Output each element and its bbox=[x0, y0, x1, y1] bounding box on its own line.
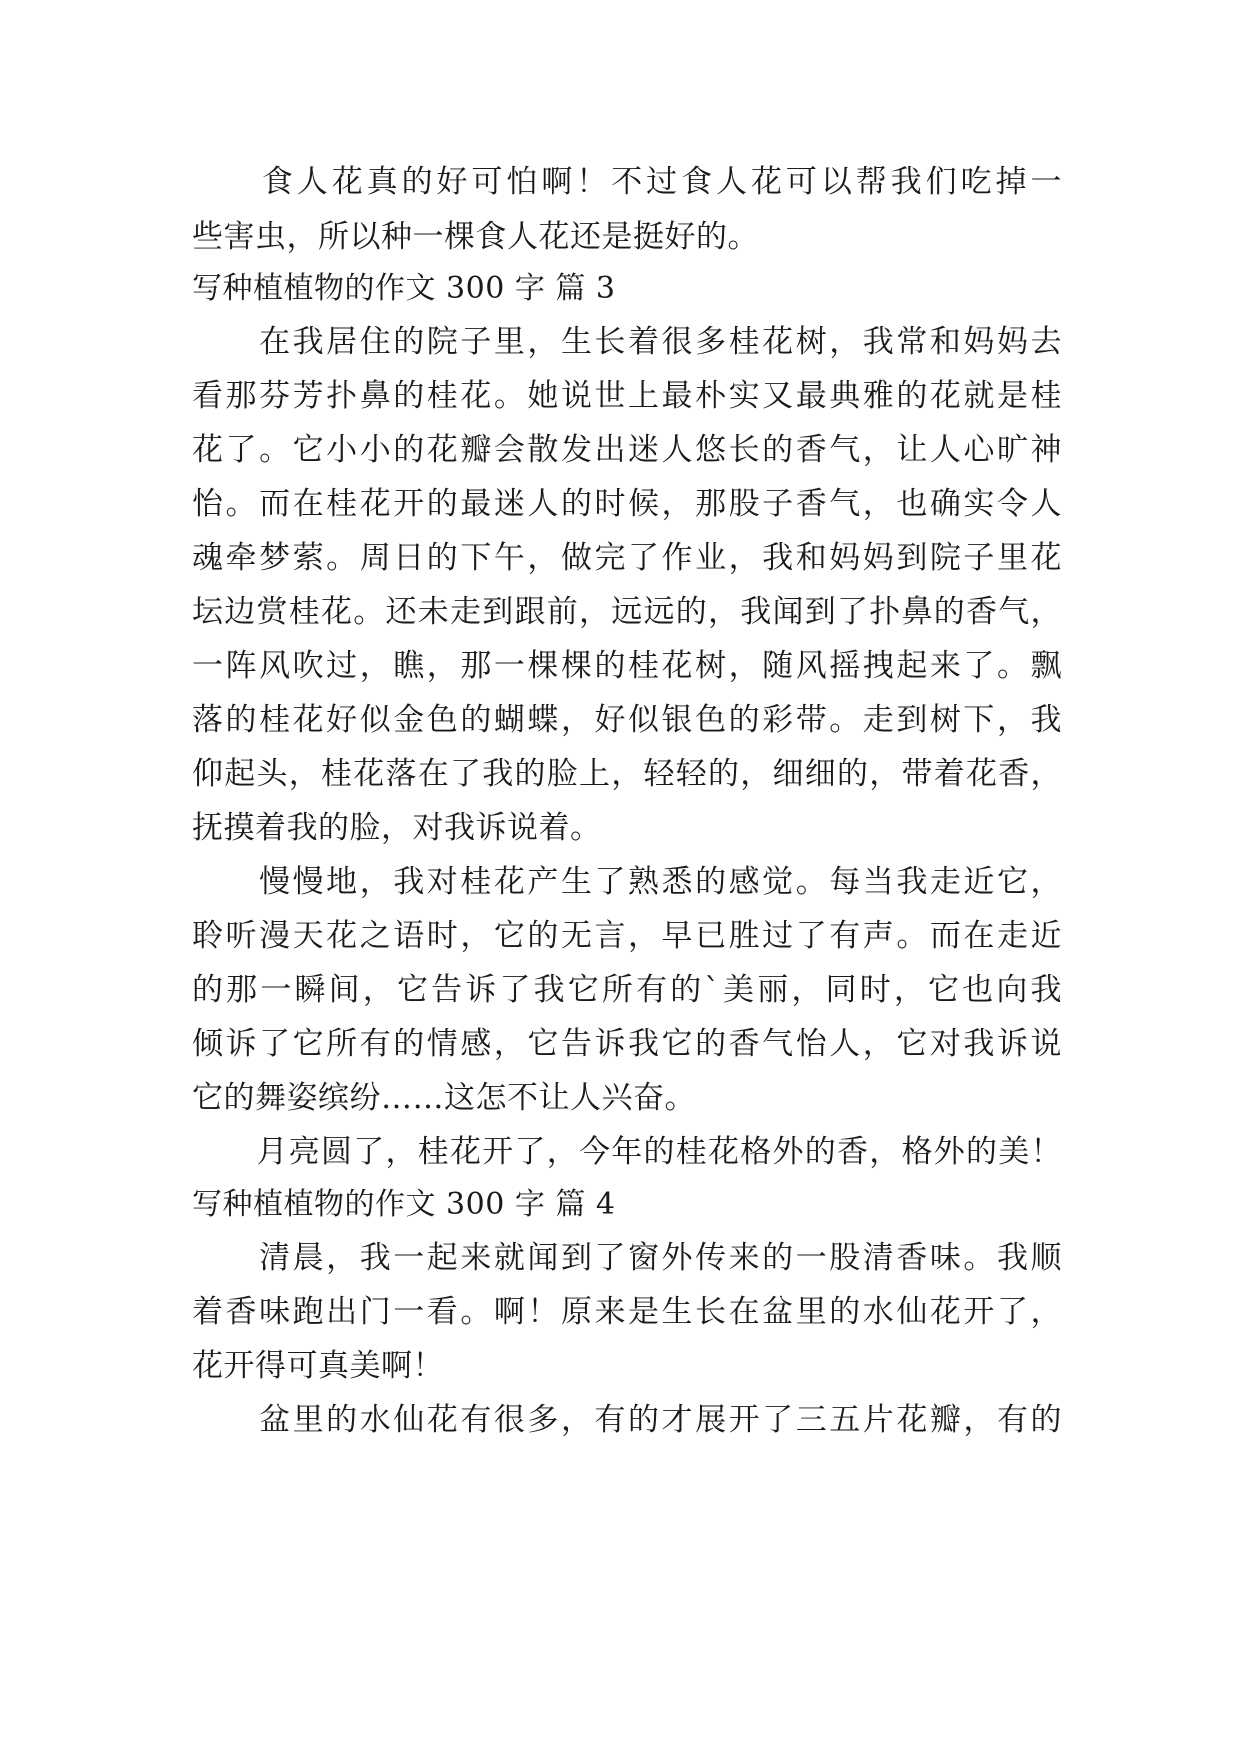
paragraph-line: 它的舞姿缤纷……这怎不让人兴奋。 bbox=[192, 1080, 696, 1116]
paragraph-line: 聆听漫天花之语时，它的无言，早已胜过了有声。而在走近 bbox=[192, 918, 1062, 954]
paragraph-line: 食人花真的好可怕啊！不过食人花可以帮我们吃掉一 bbox=[192, 164, 1062, 200]
paragraph-line: 清晨，我一起来就闻到了窗外传来的一股清香味。我顺 bbox=[192, 1240, 1062, 1276]
paragraph-line: 坛边赏桂花。还未走到跟前，远远的，我闻到了扑鼻的香气， bbox=[192, 594, 1062, 630]
paragraph-line: 抚摸着我的脸，对我诉说着。 bbox=[192, 810, 602, 846]
paragraph-line: 仰起头，桂花落在了我的脸上，轻轻的，细细的，带着花香， bbox=[192, 756, 1062, 792]
paragraph-line: 怡。而在桂花开的最迷人的时候，那股子香气，也确实令人 bbox=[192, 486, 1062, 522]
section-heading: 写种植植物的作文 300 字 篇 4 bbox=[192, 1187, 616, 1222]
paragraph-line: 一阵风吹过，瞧，那一棵棵的桂花树，随风摇拽起来了。飘 bbox=[192, 648, 1062, 684]
paragraph-line: 月亮圆了，桂花开了，今年的桂花格外的香，格外的美！ bbox=[192, 1134, 1062, 1170]
paragraph-line: 在我居住的院子里，生长着很多桂花树，我常和妈妈去 bbox=[192, 324, 1062, 360]
paragraph-line: 慢慢地，我对桂花产生了熟悉的感觉。每当我走近它， bbox=[192, 864, 1062, 900]
section-heading: 写种植植物的作文 300 字 篇 3 bbox=[192, 271, 616, 306]
paragraph-line: 看那芬芳扑鼻的桂花。她说世上最朴实又最典雅的花就是桂 bbox=[192, 378, 1062, 414]
paragraph-line: 花了。它小小的花瓣会散发出迷人悠长的香气，让人心旷神 bbox=[192, 432, 1062, 468]
paragraph-line: 花开得可真美啊！ bbox=[192, 1348, 444, 1384]
paragraph-line: 盆里的水仙花有很多，有的才展开了三五片花瓣，有的 bbox=[192, 1402, 1062, 1438]
paragraph-line: 魂牵梦萦。周日的下午，做完了作业，我和妈妈到院子里花 bbox=[192, 540, 1062, 576]
paragraph-line: 的那一瞬间，它告诉了我它所有的`美丽，同时，它也向我 bbox=[192, 972, 1062, 1008]
paragraph-line: 倾诉了它所有的情感，它告诉我它的香气怡人，它对我诉说 bbox=[192, 1026, 1062, 1062]
paragraph-line: 些害虫，所以种一棵食人花还是挺好的。 bbox=[192, 219, 759, 255]
paragraph-line: 着香味跑出门一看。啊！原来是生长在盆里的水仙花开了， bbox=[192, 1294, 1062, 1330]
paragraph-line: 落的桂花好似金色的蝴蝶，好似银色的彩带。走到树下，我 bbox=[192, 702, 1062, 738]
